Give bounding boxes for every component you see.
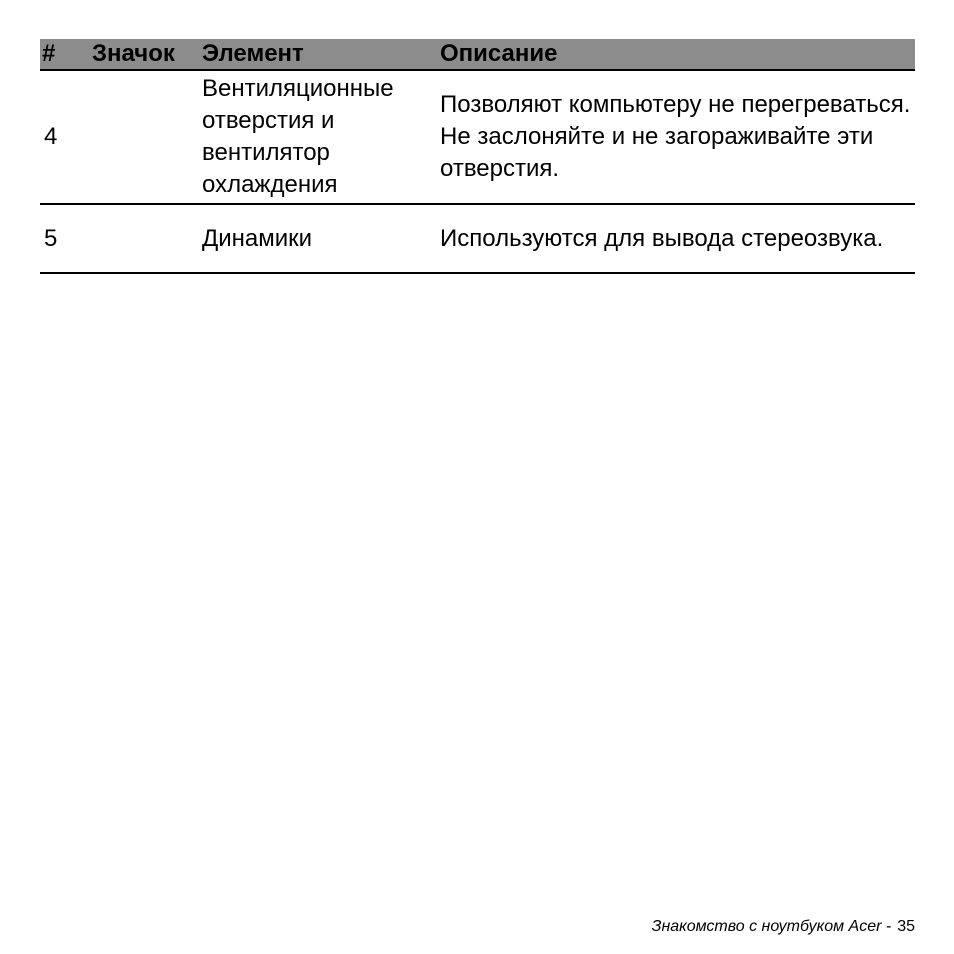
header-icon: Значок	[90, 39, 200, 70]
table-row	[40, 204, 915, 273]
row-number: 4	[40, 70, 90, 204]
page-footer	[652, 918, 915, 936]
page-number: 35	[897, 918, 915, 935]
header-description: Описание	[438, 39, 915, 70]
header-element: Элемент	[200, 39, 438, 70]
table-row	[40, 70, 915, 204]
row-icon	[90, 70, 200, 204]
table-header-row	[40, 39, 915, 70]
row-description	[438, 70, 915, 204]
description-line: Позволяют компьютеру не перегреваться.	[440, 91, 911, 118]
row-number: 5	[40, 204, 90, 273]
row-description	[438, 204, 915, 273]
row-element: Динамики	[200, 204, 438, 273]
components-table	[40, 39, 915, 274]
description-line: Не заслоняйте и не загораживайте эти отверстия.	[440, 123, 874, 182]
header-number: #	[40, 39, 90, 70]
row-icon	[90, 204, 200, 273]
description-line: Используются для вывода стереозвука.	[440, 224, 884, 252]
row-element: Вентиляционные отверстия и вентилятор охлаждения	[200, 70, 438, 204]
footer-text: Знакомство с ноутбуком Acer -	[651, 918, 892, 935]
